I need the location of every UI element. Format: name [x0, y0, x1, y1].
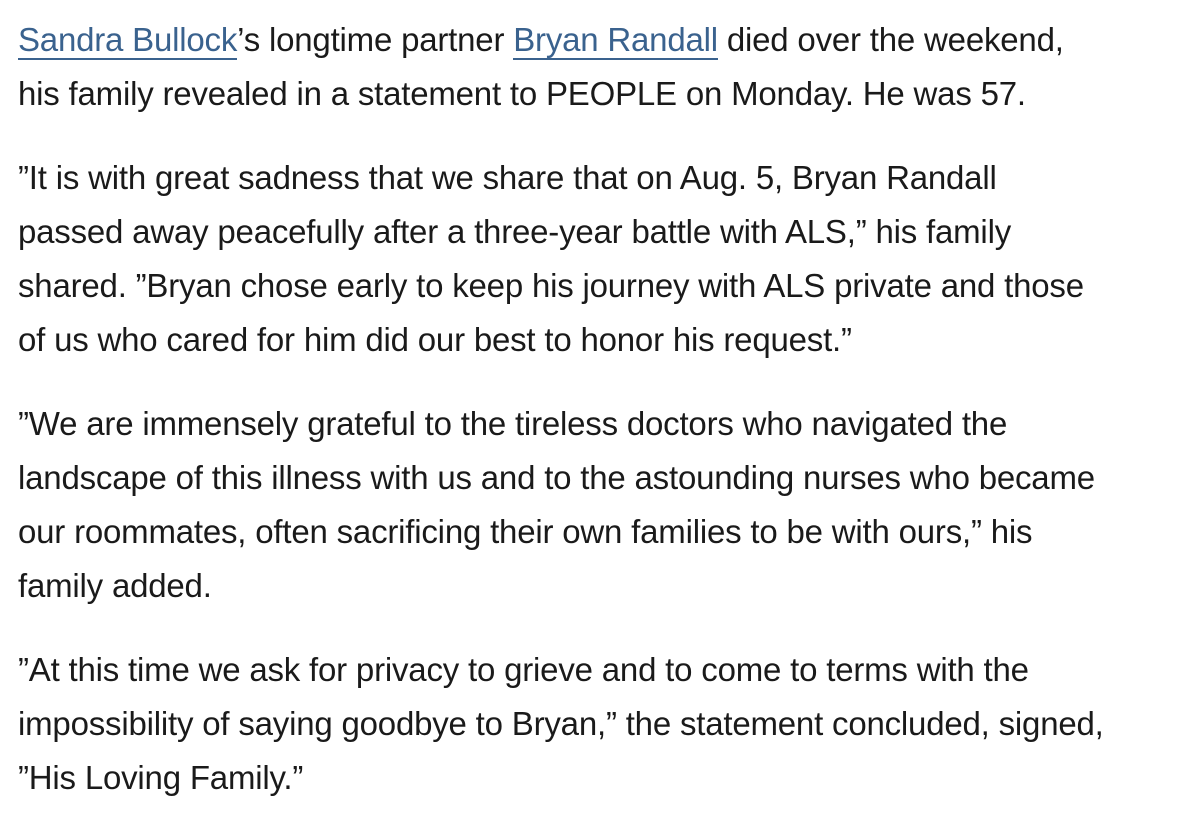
paragraph-line: of us who cared for him did our best to honor his request.”: [18, 321, 852, 358]
paragraph-line: his family revealed in a statement to PEOPLE on Monday. He was 57.: [18, 75, 1026, 112]
paragraph-line: ”His Loving Family.”: [18, 759, 304, 796]
paragraph-text: died over the weekend,: [717, 21, 1064, 58]
paragraph-line: our roommates, often sacrificing their own families to be with ours,” his: [18, 513, 1033, 550]
paragraph-line: ”We are immensely grateful to the tireless doctors who navigated the: [18, 405, 1008, 442]
paragraph-line: passed away peacefully after a three-year battle with ALS,” his family: [18, 213, 1011, 250]
paragraph-line: family added.: [18, 567, 212, 604]
paragraph-statement-3: [18, 643, 1188, 805]
paragraph-statement-2: [18, 397, 1188, 613]
paragraph-line: landscape of this illness with us and to the astounding nurses who became: [18, 459, 1095, 496]
paragraph-line: impossibility of saying goodbye to Bryan,” the statement concluded, signed,: [18, 705, 1104, 742]
paragraph-line: ”At this time we ask for privacy to grieve and to come to terms with the: [18, 651, 1029, 688]
paragraph-line: ”It is with great sadness that we share that on Aug. 5, Bryan Randall: [18, 159, 997, 196]
paragraph-line: shared. ”Bryan chose early to keep his journey with ALS private and those: [18, 267, 1084, 304]
paragraph-statement-1: [18, 151, 1188, 367]
paragraph-text: ’s longtime partner: [237, 21, 514, 58]
paragraph-intro: [18, 13, 1188, 121]
paragraph-line: [18, 13, 1188, 67]
sandra-bullock-link[interactable]: Sandra Bullock: [18, 21, 238, 58]
bryan-randall-link[interactable]: Bryan Randall: [513, 21, 718, 58]
